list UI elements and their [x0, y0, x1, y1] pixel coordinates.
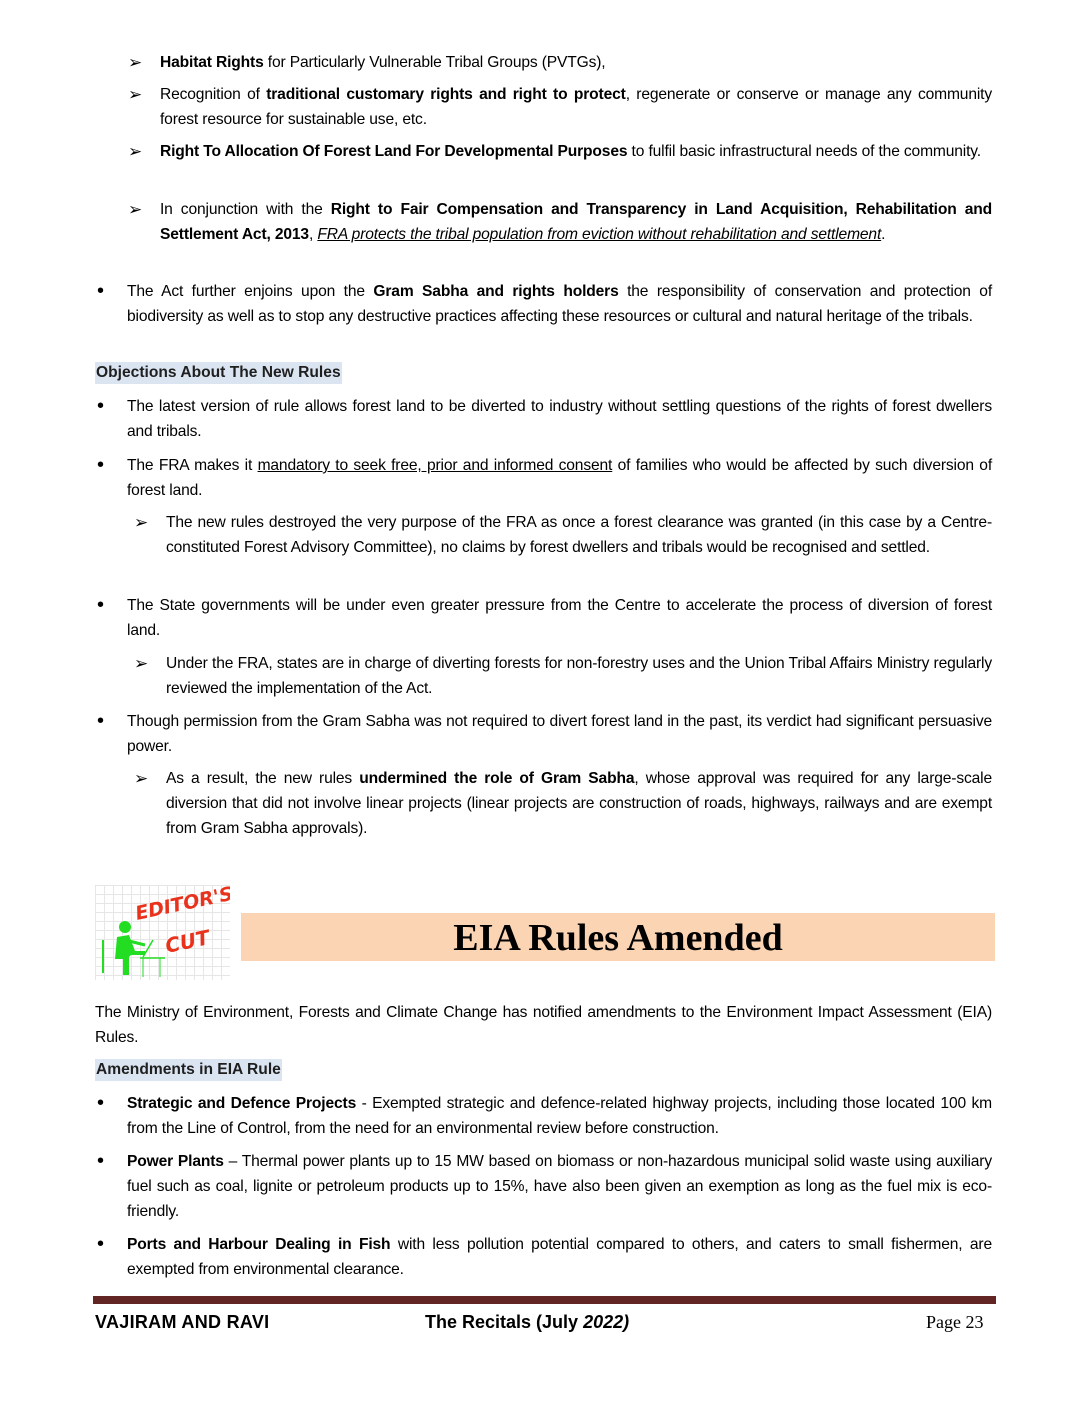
text-segment: - Exempted strategic and defence-related highway projects, including those located 100 km from the Line of Control, from the need for an environmental review before construction. — [127, 1095, 992, 1137]
emphasized-text: Power Plants — [127, 1153, 224, 1170]
emphasized-text: traditional customary rights and right to protect — [266, 86, 626, 103]
footer-page-number: Page 23 — [926, 1312, 984, 1332]
bullet-amendment-strategic — [127, 1091, 992, 1141]
article-title-bar — [241, 913, 995, 961]
emphasized-text: mandatory to seek free, prior and informed consent — [257, 457, 613, 474]
sub-bullet-fair-compensation — [160, 197, 992, 247]
bullet-icon: • — [97, 1150, 105, 1172]
text-segment: Though permission from the Gram Sabha was not required to divert forest land in the past, its verdict had significant persuasive power. — [127, 713, 992, 755]
text-segment: The Act further enjoins upon the — [127, 283, 374, 300]
arrow-bullet-icon: ➢ — [134, 513, 149, 532]
arrow-bullet-icon: ➢ — [128, 200, 143, 219]
bullet-amendment-ports — [127, 1232, 992, 1282]
sub-bullet-objection — [166, 510, 992, 560]
text-segment: of families who would be affected by such diversion of forest land. — [127, 457, 993, 499]
emphasized-text: Right To Allocation Of Forest Land For Developmental Purposes — [160, 143, 628, 160]
bullet-icon: • — [97, 280, 105, 302]
footer-rule — [93, 1296, 996, 1304]
bullet-icon: • — [97, 454, 105, 476]
bullet-icon: • — [97, 1233, 105, 1255]
text-segment: to fulfil basic infrastructural needs of the community. — [627, 143, 981, 160]
text-segment: The FRA makes it — [127, 457, 258, 474]
article-intro: The Ministry of Environment, Forests and Climate Change has notified amendments to the Environment Impact Assessment (EIA) Rules. — [95, 1004, 992, 1046]
svg-text:CUT: CUT — [163, 925, 212, 958]
bullet-icon: • — [97, 710, 105, 732]
text-segment: The State governments will be under even greater pressure from the Centre to accelerate the process of diversion of forest land. — [127, 597, 992, 639]
text-segment: – Thermal power plants up to 15 MW based on biomass or non-hazardous municipal solid waste using auxiliary fuel such as coal, lignite or petroleum products up to 15%, have also been given an exemption as long as the fuel mix is eco-friendly. — [127, 1153, 992, 1220]
arrow-bullet-icon: ➢ — [134, 654, 149, 673]
emphasized-text: Habitat Rights — [160, 54, 264, 71]
bullet-gram-sabha-responsibility — [127, 279, 992, 329]
text-segment: , regenerate or conserve or manage any community forest resource for sustainable use, etc. — [160, 86, 992, 128]
text-segment: Recognition of — [160, 86, 267, 103]
arrow-bullet-icon: ➢ — [134, 769, 149, 788]
text-segment: The latest version of rule allows forest land to be diverted to industry without settling questions of the rights of forest dwellers and tribals. — [127, 398, 992, 440]
sub-bullet-forest-land-allocation — [160, 139, 992, 164]
bullet-amendment-power-plants — [127, 1149, 992, 1224]
bullet-icon: • — [97, 1092, 105, 1114]
text-segment: In conjunction with the — [160, 201, 331, 218]
text-segment: for Particularly Vulnerable Tribal Groups (PVTGs), — [263, 54, 606, 71]
sub-bullet-objection — [166, 766, 992, 841]
arrow-bullet-icon: ➢ — [128, 142, 143, 161]
bullet-objection — [127, 709, 992, 759]
bullet-objection — [127, 394, 992, 444]
bullet-objection — [127, 453, 992, 503]
text-segment: Under the FRA, states are in charge of diverting forests for non-forestry uses and the Union Tribal Affairs Ministry regularly reviewed the implementation of the Act. — [166, 655, 992, 697]
bullet-objection — [127, 593, 992, 643]
section-heading-amendments: Amendments in EIA Rule — [95, 1059, 282, 1081]
editors-cut-logo — [95, 885, 230, 980]
sub-bullet-customary-rights — [160, 82, 992, 132]
emphasized-text: Gram Sabha and rights holders — [373, 283, 619, 300]
section-heading-objections: Objections About The New Rules — [95, 362, 342, 384]
footer-org: VAJIRAM AND RAVI — [95, 1312, 270, 1332]
text-segment: the responsibility of conservation and protection of biodiversity as well as to stop any destructive practices affecting these resources or cultural and natural heritage of the tribals. — [127, 283, 992, 325]
bullet-icon: • — [97, 594, 105, 616]
text-segment: , whose approval was required for any large-scale diversion that did not involve linear projects (linear projects are construction of roads, highways, railways and are exempt from Gram Sabha approvals). — [166, 770, 992, 837]
footer-year: 2022) — [583, 1312, 630, 1332]
footer-publication-title: The Recitals (July — [425, 1312, 584, 1332]
footer-publication — [425, 1310, 629, 1334]
emphasized-text: Ports and Harbour Dealing in Fish — [127, 1236, 391, 1253]
svg-text:EDITOR'S: EDITOR'S — [133, 885, 230, 925]
arrow-bullet-icon: ➢ — [128, 53, 143, 72]
emphasized-text: FRA protects the tribal population from eviction without rehabilitation and settlement — [317, 226, 882, 243]
sub-bullet-objection — [166, 651, 992, 701]
sub-bullet-habitat-rights — [160, 50, 992, 75]
emphasized-text: Right to Fair Compensation and Transparency in Land Acquisition, Rehabilitation and Settlement Act, 2013 — [160, 201, 992, 243]
bullet-icon: • — [97, 395, 105, 417]
text-segment: As a result, the new rules — [166, 770, 360, 787]
arrow-bullet-icon: ➢ — [128, 85, 143, 104]
text-segment: , — [308, 226, 318, 243]
text-segment: . — [881, 226, 886, 243]
emphasized-text: undermined the role of Gram Sabha — [359, 770, 635, 787]
text-segment: The new rules destroyed the very purpose of the FRA as once a forest clearance was granted (in this case by a Centre-constituted Forest Advisory Committee), no claims by forest dwellers and tribals would be recognised and settled. — [166, 514, 992, 556]
text-segment: with less pollution potential compared to others, and caters to small fishermen, are exempted from environmental clearance. — [127, 1236, 992, 1278]
emphasized-text: Strategic and Defence Projects — [127, 1095, 357, 1112]
article-title: EIA Rules Amended — [453, 917, 783, 959]
